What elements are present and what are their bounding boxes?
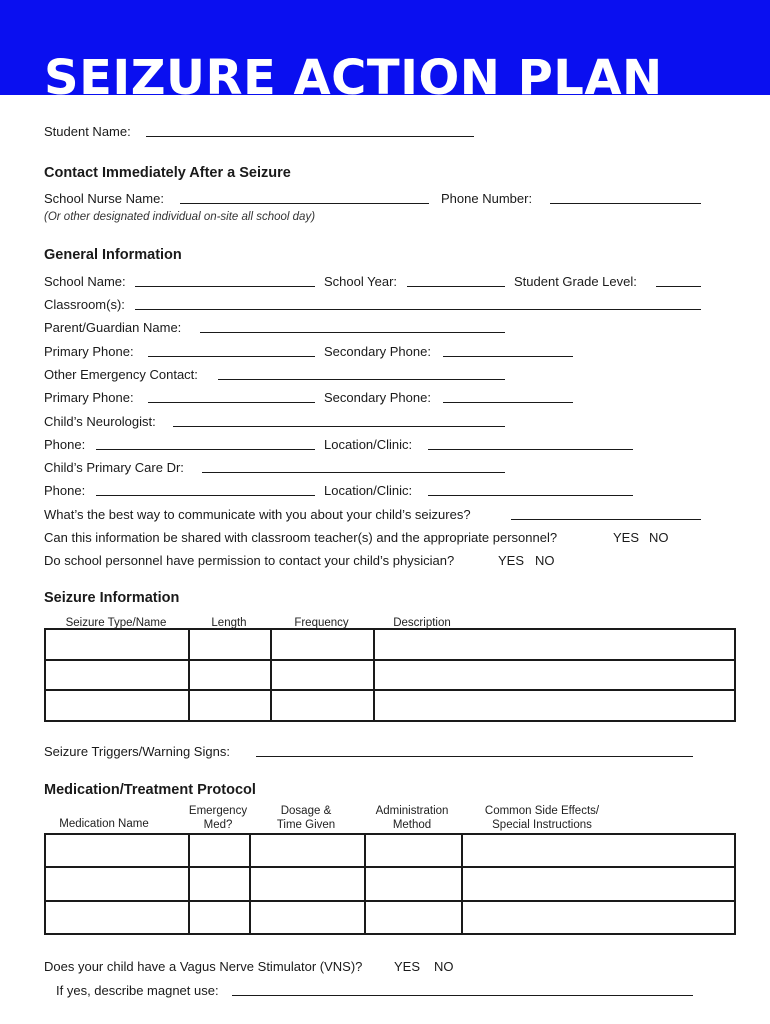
med-col-side-effects: [472, 804, 612, 832]
med-admin-cell[interactable]: [365, 867, 462, 900]
parent-primary-phone-field[interactable]: [148, 356, 315, 357]
med-dosage-cell[interactable]: [250, 901, 365, 934]
other-primary-phone-label: Primary Phone:: [44, 390, 134, 405]
med-col-dosage-line2: Time Given: [276, 819, 336, 831]
magnet-field[interactable]: [232, 995, 693, 996]
vns-question: Does your child have a Vagus Nerve Stimulator (VNS)?: [44, 959, 363, 974]
seizure-frequency-cell[interactable]: [271, 629, 374, 660]
neurologist-location-field[interactable]: [428, 449, 633, 450]
medication-table: [44, 833, 736, 935]
school-year-label: School Year:: [324, 274, 398, 289]
med-side-effects-cell[interactable]: [462, 867, 735, 900]
other-primary-phone-field[interactable]: [148, 402, 315, 403]
med-emergency-cell[interactable]: [189, 834, 250, 867]
page-title: SEIZURE ACTION PLAN: [44, 50, 663, 95]
nurse-phone-label: Phone Number:: [441, 191, 533, 206]
seizure-type-cell[interactable]: [45, 660, 189, 691]
triggers-field[interactable]: [256, 756, 693, 757]
med-col-admin-line1: Administration: [375, 805, 449, 817]
primary-care-location-field[interactable]: [428, 495, 633, 496]
parent-label: Parent/Guardian Name:: [44, 320, 182, 335]
nurse-phone-field[interactable]: [550, 203, 701, 204]
permission-yes-option[interactable]: YES: [498, 553, 525, 568]
primary-care-phone-field[interactable]: [96, 495, 315, 496]
header-banner: [0, 0, 770, 95]
med-name-cell[interactable]: [45, 867, 189, 900]
med-col-admin: [362, 804, 462, 832]
share-question: Can this information be shared with classroom teacher(s) and the appropriate personnel?: [44, 530, 558, 545]
communicate-field[interactable]: [511, 519, 701, 520]
neurologist-phone-field[interactable]: [96, 449, 315, 450]
seizure-description-cell[interactable]: [374, 629, 735, 660]
table-row: [45, 660, 735, 691]
triggers-label: Seizure Triggers/Warning Signs:: [44, 744, 230, 759]
seizure-col-type: Seizure Type/Name: [65, 617, 167, 629]
school-year-field[interactable]: [407, 286, 505, 287]
other-contact-field[interactable]: [218, 379, 505, 380]
share-yes-option[interactable]: YES: [613, 530, 640, 545]
med-admin-cell[interactable]: [365, 834, 462, 867]
seizure-type-cell[interactable]: [45, 629, 189, 660]
med-col-dosage-line1: Dosage &: [280, 805, 332, 817]
med-dosage-cell[interactable]: [250, 834, 365, 867]
vns-no-option[interactable]: NO: [434, 959, 454, 974]
med-dosage-cell[interactable]: [250, 867, 365, 900]
seizure-frequency-cell[interactable]: [271, 660, 374, 691]
student-name-label: Student Name:: [44, 124, 131, 139]
table-row: [45, 901, 735, 934]
seizure-col-length: Length: [211, 617, 247, 629]
magnet-label: If yes, describe magnet use:: [56, 983, 219, 998]
nurse-name-field[interactable]: [180, 203, 429, 204]
other-contact-label: Other Emergency Contact:: [44, 367, 198, 382]
med-col-emergency-line1: Emergency: [188, 805, 248, 817]
seizure-col-description: Description: [393, 617, 451, 629]
medication-heading: Medication/Treatment Protocol: [44, 782, 256, 798]
primary-care-location-label: Location/Clinic:: [324, 483, 413, 498]
neurologist-location-label: Location/Clinic:: [324, 437, 413, 452]
med-col-side-line1: Common Side Effects/: [484, 805, 600, 817]
nurse-note: (Or other designated individual on-site all school day): [44, 211, 316, 223]
grade-level-field[interactable]: [656, 286, 701, 287]
med-col-emergency-line2: Med?: [203, 819, 233, 831]
seizure-description-cell[interactable]: [374, 660, 735, 691]
table-row: [45, 867, 735, 900]
parent-primary-phone-label: Primary Phone:: [44, 344, 134, 359]
seizure-length-cell[interactable]: [189, 660, 271, 691]
seizure-description-cell[interactable]: [374, 690, 735, 721]
parent-secondary-phone-label: Secondary Phone:: [324, 344, 431, 359]
med-emergency-cell[interactable]: [189, 867, 250, 900]
primary-care-phone-label: Phone:: [44, 483, 86, 498]
classrooms-label: Classroom(s):: [44, 297, 125, 312]
table-row: [45, 690, 735, 721]
permission-no-option[interactable]: NO: [535, 553, 555, 568]
med-col-admin-line2: Method: [392, 819, 432, 831]
seizure-type-cell[interactable]: [45, 690, 189, 721]
med-admin-cell[interactable]: [365, 901, 462, 934]
share-no-option[interactable]: NO: [649, 530, 669, 545]
nurse-name-label: School Nurse Name:: [44, 191, 164, 206]
school-name-field[interactable]: [135, 286, 315, 287]
other-secondary-phone-label: Secondary Phone:: [324, 390, 431, 405]
vns-yes-option[interactable]: YES: [394, 959, 421, 974]
classrooms-field[interactable]: [135, 309, 701, 310]
seizure-heading: Seizure Information: [44, 590, 180, 606]
student-name-field[interactable]: [146, 136, 474, 137]
seizure-frequency-cell[interactable]: [271, 690, 374, 721]
other-secondary-phone-field[interactable]: [443, 402, 573, 403]
contact-heading: Contact Immediately After a Seizure: [44, 165, 291, 181]
neurologist-phone-label: Phone:: [44, 437, 86, 452]
seizure-col-frequency: Frequency: [294, 617, 349, 629]
med-col-name: Medication Name: [59, 818, 149, 830]
neurologist-label: Child’s Neurologist:: [44, 414, 156, 429]
table-row: [45, 834, 735, 867]
school-name-label: School Name:: [44, 274, 126, 289]
seizure-length-cell[interactable]: [189, 690, 271, 721]
primary-care-label: Child’s Primary Care Dr:: [44, 460, 184, 475]
permission-question: Do school personnel have permission to contact your child’s physician?: [44, 553, 455, 568]
med-name-cell[interactable]: [45, 834, 189, 867]
table-row: [45, 629, 735, 660]
med-col-emergency: [183, 804, 253, 832]
seizure-length-cell[interactable]: [189, 629, 271, 660]
med-side-effects-cell[interactable]: [462, 834, 735, 867]
general-heading: General Information: [44, 247, 182, 263]
med-side-effects-cell[interactable]: [462, 901, 735, 934]
primary-care-field[interactable]: [202, 472, 505, 473]
communicate-question: What’s the best way to communicate with you about your child’s seizures?: [44, 507, 471, 522]
med-col-dosage: [262, 804, 350, 832]
med-name-cell[interactable]: [45, 901, 189, 934]
med-col-side-line2: Special Instructions: [492, 819, 592, 831]
neurologist-field[interactable]: [173, 426, 505, 427]
med-emergency-cell[interactable]: [189, 901, 250, 934]
grade-level-label: Student Grade Level:: [514, 274, 637, 289]
seizure-table: [44, 628, 736, 722]
parent-field[interactable]: [200, 332, 505, 333]
parent-secondary-phone-field[interactable]: [443, 356, 573, 357]
